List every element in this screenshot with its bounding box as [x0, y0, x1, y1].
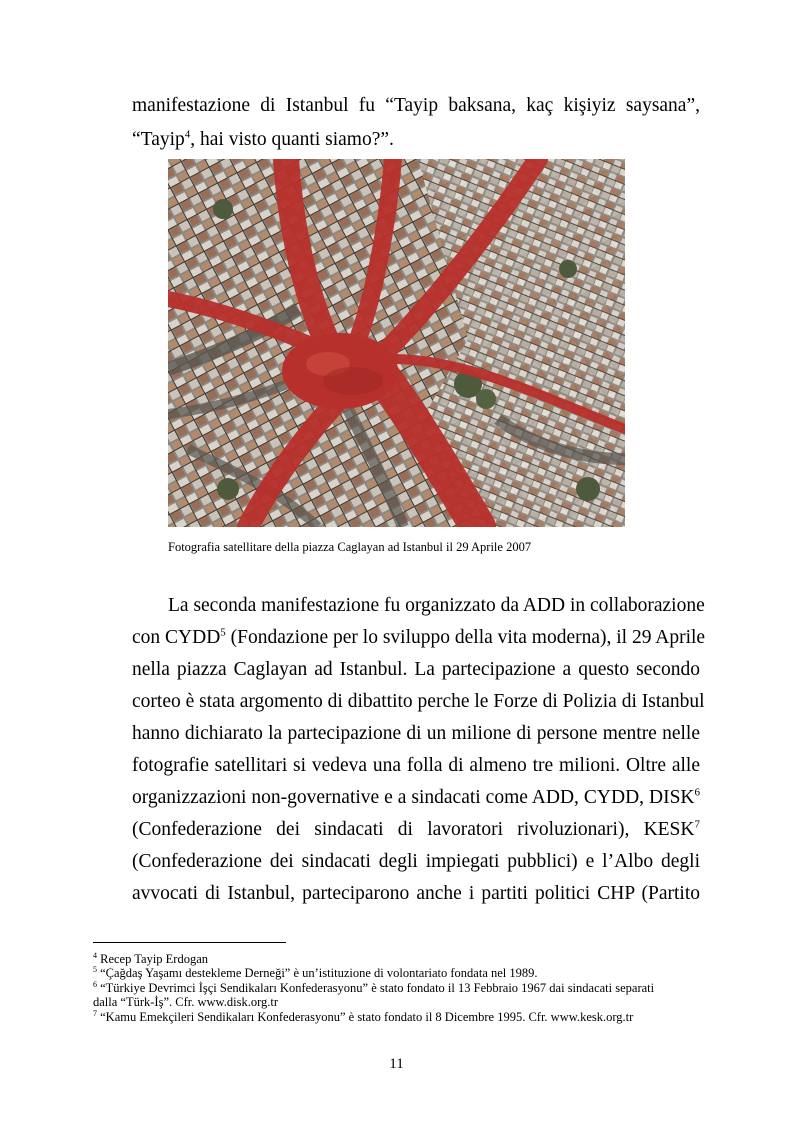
body-text-line: La seconda manifestazione fu organizzato da ADD in collaborazione — [168, 595, 705, 616]
footnote: $^6$ “Türkiye Devrimci İşçi Sendikaları Konfederasyonu” è stato fondato il 13 Febbraio 1967 dai sindacati separati — [93, 979, 655, 995]
footnote-separator — [93, 942, 286, 943]
page-number: 11 — [389, 1056, 404, 1072]
footnote-ref: 4 — [184, 128, 191, 141]
body-text-line: manifestazione di Istanbul fu “Tayip baksana, kaç kişiyiz saysana”, — [132, 95, 700, 116]
body-text-line: (Confederazione dei sindacati di lavoratori rivoluzionari), KESK$^7$ — [132, 818, 700, 840]
body-text-line: nella piazza Caglayan ad Istanbul. La partecipazione a questo secondo — [132, 659, 700, 680]
body-text-line: corteo è stata argomento di dibattito perche le Forze di Polizia di Istanbul — [132, 691, 705, 712]
satellite-photo — [168, 159, 625, 527]
footnote: $^5$ “Çağdaş Yaşamı destekleme Derneği” è un’istituzione di volontariato fondata nel 1989. — [93, 964, 538, 980]
body-text-line: con CYDD$^5$ (Fondazione per lo sviluppo della vita moderna), il 29 Aprile — [132, 626, 706, 648]
satellite-image — [168, 159, 625, 527]
body-text-line: (Confederazione dei sindacati degli impiegati pubblici) e l’Albo degli — [132, 851, 700, 872]
body-text-line: hanno dichiarato la partecipazione di un milione di persone mentre nelle — [132, 723, 700, 744]
body-text-line: “Tayip$^4$, hai visto quanti siamo?”. — [132, 128, 394, 150]
footnote-ref: 5 — [220, 626, 226, 639]
footnote: dalla “Türk-İş”. Cfr. www.disk.org.tr — [93, 995, 279, 1009]
body-text-line: fotografie satellitari si vedeva una folla di almeno tre milioni. Oltre alle — [132, 755, 700, 776]
footnote-ref: 7 — [694, 818, 700, 831]
footnote: $^4$ Recep Tayip Erdogan — [93, 950, 209, 966]
body-text-line: organizzazioni non-governative e a sindacati come ADD, CYDD, DISK$^6$ — [132, 786, 700, 808]
footnote: $^7$ “Kamu Emekçileri Sendikaları Konfederasyonu” è stato fondato il 8 Dicembre 1995. Cfr. www.kesk.org.tr — [93, 1008, 634, 1024]
footnote-ref: 6 — [694, 786, 700, 799]
body-text-line: avvocati di Istanbul, parteciparono anche i partiti politici CHP (Partito — [132, 883, 700, 904]
figure-caption: Fotografia satellitare della piazza Caglayan ad Istanbul il 29 Aprile 2007 — [168, 540, 532, 554]
